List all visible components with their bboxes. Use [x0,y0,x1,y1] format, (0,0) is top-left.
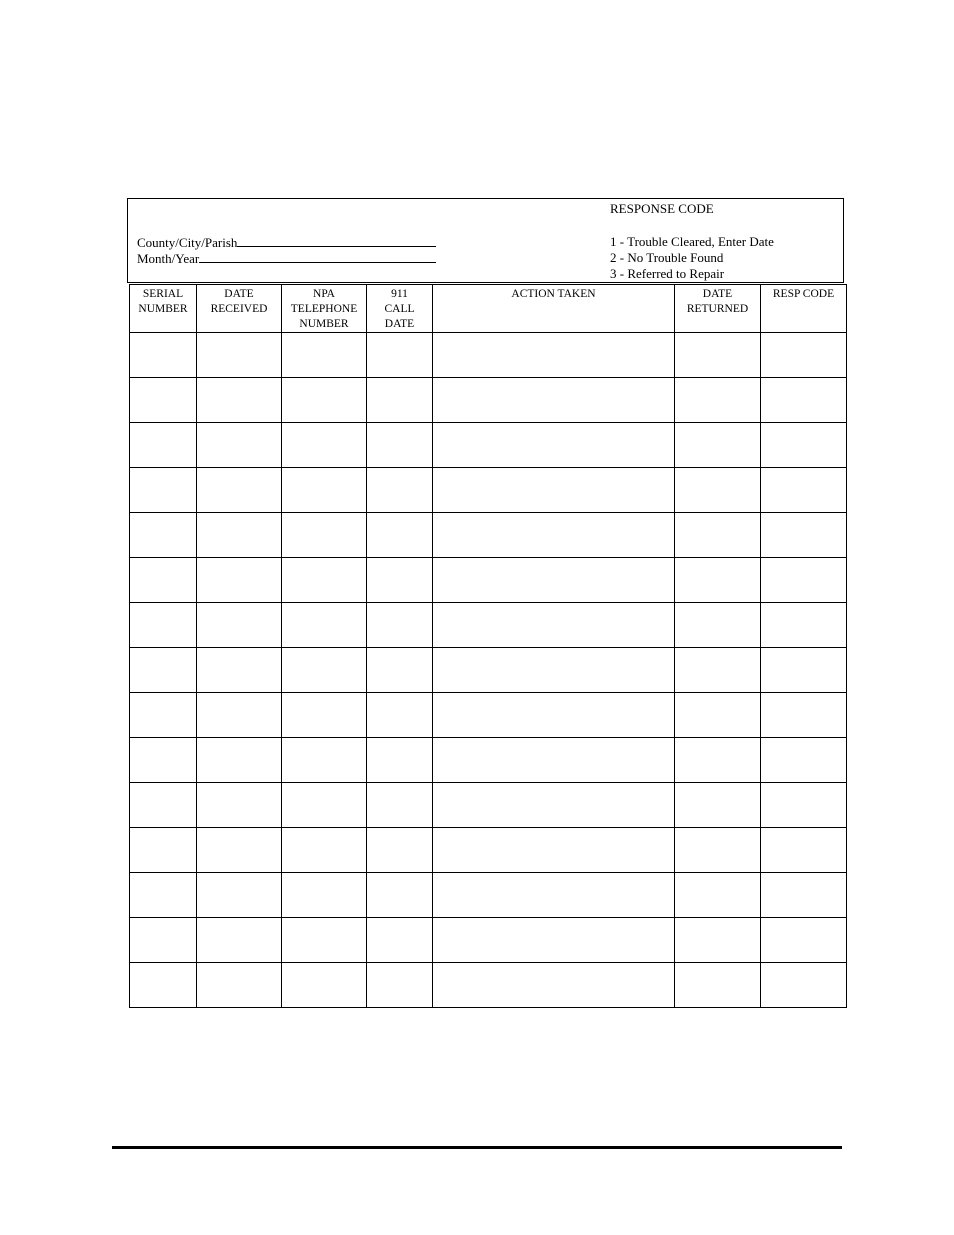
cell-action-taken[interactable] [433,828,675,873]
cell-date-received[interactable] [197,423,282,468]
cell-date-returned[interactable] [675,603,761,648]
cell-911-call-date[interactable] [367,603,433,648]
cell-npa-telephone-number[interactable] [282,423,367,468]
cell-resp-code[interactable] [761,603,847,648]
table-row [130,378,847,423]
cell-serial-number[interactable] [130,378,197,423]
cell-serial-number[interactable] [130,738,197,783]
cell-911-call-date[interactable] [367,963,433,1008]
cell-npa-telephone-number[interactable] [282,333,367,378]
cell-serial-number[interactable] [130,558,197,603]
cell-resp-code[interactable] [761,738,847,783]
cell-npa-telephone-number[interactable] [282,918,367,963]
cell-date-received[interactable] [197,783,282,828]
cell-date-received[interactable] [197,558,282,603]
cell-action-taken[interactable] [433,693,675,738]
cell-date-returned[interactable] [675,513,761,558]
table-row [130,738,847,783]
cell-resp-code[interactable] [761,873,847,918]
cell-npa-telephone-number[interactable] [282,693,367,738]
footer-rule [112,1146,842,1149]
cell-date-returned[interactable] [675,468,761,513]
cell-resp-code[interactable] [761,423,847,468]
trouble-log-table [129,284,847,1008]
cell-serial-number[interactable] [130,783,197,828]
cell-npa-telephone-number[interactable] [282,963,367,1008]
cell-action-taken[interactable] [433,333,675,378]
cell-npa-telephone-number[interactable] [282,513,367,558]
cell-npa-telephone-number[interactable] [282,828,367,873]
cell-resp-code[interactable] [761,513,847,558]
cell-npa-telephone-number[interactable] [282,783,367,828]
cell-date-received[interactable] [197,828,282,873]
cell-date-returned[interactable] [675,693,761,738]
table-header-row [130,285,847,333]
response-code-3: 3 - Referred to Repair [610,266,725,281]
cell-npa-telephone-number[interactable] [282,558,367,603]
cell-911-call-date[interactable] [367,423,433,468]
cell-date-returned[interactable] [675,873,761,918]
cell-resp-code[interactable] [761,963,847,1008]
cell-serial-number[interactable] [130,873,197,918]
cell-serial-number[interactable] [130,828,197,873]
table-row [130,783,847,828]
response-code-2: 2 - No Trouble Found [610,250,724,265]
cell-action-taken[interactable] [433,513,675,558]
cell-serial-number[interactable] [130,918,197,963]
cell-date-received[interactable] [197,648,282,693]
table-row [130,693,847,738]
month-year-blank-line[interactable] [199,250,436,263]
cell-date-returned[interactable] [675,423,761,468]
cell-action-taken[interactable] [433,963,675,1008]
col-resp-code: RESP CODE [761,285,847,333]
cell-911-call-date[interactable] [367,468,433,513]
cell-date-received[interactable] [197,873,282,918]
cell-date-received[interactable] [197,468,282,513]
cell-date-received[interactable] [197,378,282,423]
cell-resp-code[interactable] [761,333,847,378]
table-row [130,603,847,648]
table-body [130,333,847,1008]
cell-911-call-date[interactable] [367,648,433,693]
cell-911-call-date[interactable] [367,873,433,918]
table-row [130,333,847,378]
month-year-label: Month/Year [137,251,200,266]
cell-911-call-date[interactable] [367,828,433,873]
county-blank-line[interactable] [237,234,436,247]
cell-resp-code[interactable] [761,558,847,603]
cell-date-received[interactable] [197,963,282,1008]
table-row [130,828,847,873]
form-header-box [127,198,844,283]
cell-date-returned[interactable] [675,648,761,693]
cell-date-received[interactable] [197,918,282,963]
month-year-field[interactable] [137,250,436,267]
cell-911-call-date[interactable] [367,378,433,423]
cell-npa-telephone-number[interactable] [282,468,367,513]
cell-date-returned[interactable] [675,828,761,873]
cell-action-taken[interactable] [433,738,675,783]
cell-date-returned[interactable] [675,558,761,603]
table-row [130,513,847,558]
table-row [130,963,847,1008]
cell-action-taken[interactable] [433,918,675,963]
cell-serial-number[interactable] [130,333,197,378]
cell-action-taken[interactable] [433,783,675,828]
cell-date-returned[interactable] [675,963,761,1008]
cell-serial-number[interactable] [130,513,197,558]
table-row [130,648,847,693]
response-code-title: RESPONSE CODE [610,201,714,216]
cell-npa-telephone-number[interactable] [282,378,367,423]
col-911-call-date: 911 CALL DATE [367,285,433,333]
cell-resp-code[interactable] [761,918,847,963]
cell-911-call-date[interactable] [367,738,433,783]
cell-911-call-date[interactable] [367,513,433,558]
cell-serial-number[interactable] [130,603,197,648]
cell-resp-code[interactable] [761,648,847,693]
cell-resp-code[interactable] [761,693,847,738]
cell-date-returned[interactable] [675,738,761,783]
table-row [130,468,847,513]
cell-date-returned[interactable] [675,378,761,423]
cell-serial-number[interactable] [130,468,197,513]
cell-resp-code[interactable] [761,828,847,873]
table-row [130,423,847,468]
cell-serial-number[interactable] [130,648,197,693]
cell-resp-code[interactable] [761,378,847,423]
cell-action-taken[interactable] [433,468,675,513]
cell-date-received[interactable] [197,513,282,558]
cell-action-taken[interactable] [433,648,675,693]
cell-serial-number[interactable] [130,423,197,468]
response-code-1: 1 - Trouble Cleared, Enter Date [610,234,774,249]
col-action-taken: ACTION TAKEN [433,285,675,333]
table-row [130,558,847,603]
col-date-returned: DATE RETURNED [675,285,761,333]
table-row [130,873,847,918]
cell-date-returned[interactable] [675,918,761,963]
cell-911-call-date[interactable] [367,693,433,738]
cell-action-taken[interactable] [433,873,675,918]
cell-serial-number[interactable] [130,693,197,738]
cell-911-call-date[interactable] [367,333,433,378]
county-label: County/City/Parish [137,235,238,250]
cell-date-returned[interactable] [675,783,761,828]
cell-action-taken[interactable] [433,378,675,423]
cell-date-received[interactable] [197,333,282,378]
cell-action-taken[interactable] [433,558,675,603]
county-field[interactable] [137,234,436,251]
cell-npa-telephone-number[interactable] [282,873,367,918]
col-npa-telephone-number: NPA TELEPHONE NUMBER [282,285,367,333]
table-row [130,918,847,963]
cell-date-returned[interactable] [675,333,761,378]
cell-date-received[interactable] [197,738,282,783]
cell-resp-code[interactable] [761,783,847,828]
cell-date-received[interactable] [197,693,282,738]
cell-resp-code[interactable] [761,468,847,513]
cell-date-received[interactable] [197,603,282,648]
cell-action-taken[interactable] [433,423,675,468]
cell-911-call-date[interactable] [367,558,433,603]
col-date-received: DATE RECEIVED [197,285,282,333]
cell-action-taken[interactable] [433,603,675,648]
cell-serial-number[interactable] [130,963,197,1008]
cell-911-call-date[interactable] [367,918,433,963]
cell-npa-telephone-number[interactable] [282,738,367,783]
cell-npa-telephone-number[interactable] [282,648,367,693]
col-serial-number: SERIAL NUMBER [130,285,197,333]
cell-npa-telephone-number[interactable] [282,603,367,648]
cell-911-call-date[interactable] [367,783,433,828]
